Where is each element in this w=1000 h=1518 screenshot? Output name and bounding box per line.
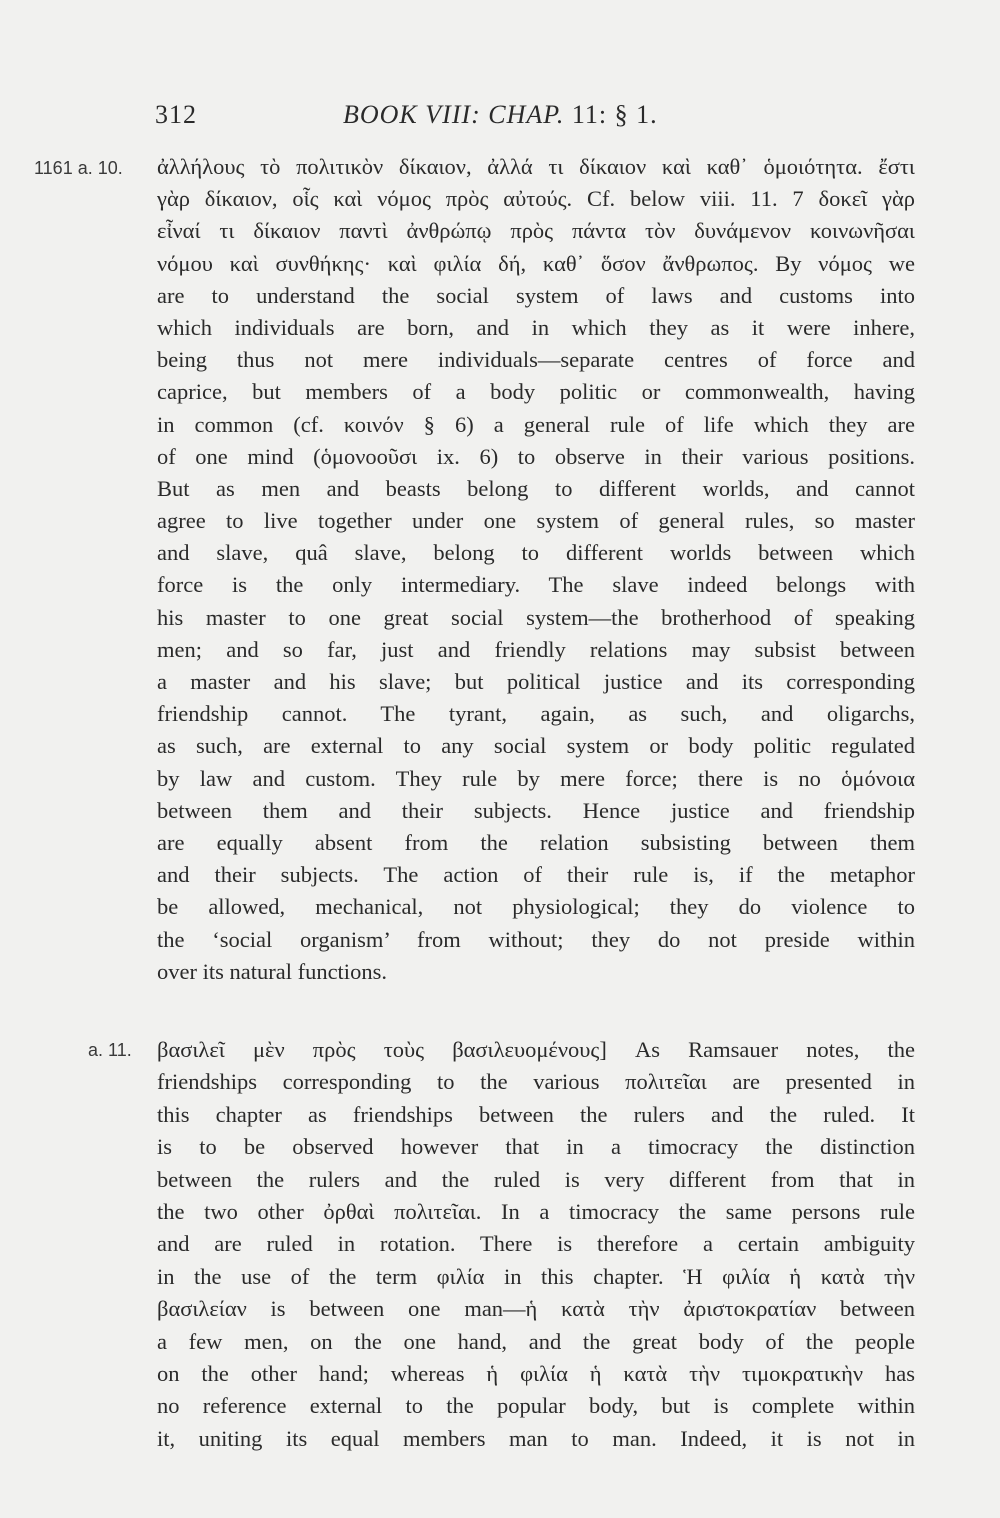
running-head-title: BOOK VIII: CHAP. xyxy=(343,100,565,129)
text-line: on the other hand; whereas ἡ φιλία ἡ κατὰ τὴν τιμοκρατικὴν has xyxy=(157,1360,915,1386)
text-line: it, uniting its equal members man to man. Indeed, it is not in xyxy=(157,1425,915,1451)
text-line: friendship cannot. The tyrant, again, as such, and oligarchs, xyxy=(157,701,915,727)
text-line: βασιλεῖ μὲν πρὸς τοὺς βασιλευομένους] As Ramsauer notes, the xyxy=(157,1037,915,1062)
text-line: men; and so far, just and friendly relations may subsist between xyxy=(157,636,915,662)
text-line: being thus not mere individuals—separate centres of force and xyxy=(157,347,915,373)
text-line: are to understand the social system of laws and customs into xyxy=(157,282,915,308)
text-line: νόμου καὶ συνθήκης· καὶ φιλία δή, καθ᾽ ὅσον ἄνθρωπος. By νόμος we xyxy=(157,250,915,276)
commentary-note xyxy=(157,151,915,988)
text-line: γὰρ δίκαιον, οἷς καὶ νόμος πρὸς αὐτούς. Cf. below viii. 11. 7 δοκεῖ γὰρ xyxy=(157,186,915,212)
running-head xyxy=(343,100,658,130)
text-line: by law and custom. They rule by mere force; there is no ὁμόνοια xyxy=(157,765,915,791)
text-line: in common (cf. κοινόν § 6) a general rule of life which they are xyxy=(157,411,915,437)
text-line: the two other ὀρθαὶ πολιτεῖαι. In a timocracy the same persons rule xyxy=(157,1198,915,1224)
text-line: But as men and beasts belong to different worlds, and cannot xyxy=(157,475,915,501)
text-line: εἶναί τι δίκαιον παντὶ ἀνθρώπῳ πρὸς πάντα τὸν δυνάμενον κοινωνῆσαι xyxy=(157,218,915,244)
text-line: a master and his slave; but political justice and its corresponding xyxy=(157,669,915,694)
text-line: over its natural functions. xyxy=(157,958,387,984)
text-line: as such, are external to any social system or body politic regulated xyxy=(157,733,915,759)
text-line: and are ruled in rotation. There is therefore a certain ambiguity xyxy=(157,1231,915,1257)
text-line: his master to one great social system—the brotherhood of speaking xyxy=(157,604,915,630)
text-line: caprice, but members of a body politic or commonwealth, having xyxy=(157,379,915,405)
text-line: be allowed, mechanical, not physiological; they do violence to xyxy=(157,894,915,920)
page-number: 312 xyxy=(155,100,197,129)
text-line: are equally absent from the relation subsisting between them xyxy=(157,829,915,855)
text-line: between them and their subjects. Hence justice and friendship xyxy=(157,797,915,823)
text-line: ἀλλήλους τὸ πολιτικὸν δίκαιον, ἀλλά τι δίκαιον καὶ καθ᾽ ὁμοιότητα. ἔστι xyxy=(157,154,915,179)
text-line: between the rulers and the ruled is very different from that in xyxy=(157,1166,915,1192)
text-line: of one mind (ὁμονοοῦσι ix. 6) to observe in their various positions. xyxy=(157,443,915,469)
text-line: friendships corresponding to the various πολιτεῖαι are presented in xyxy=(157,1069,915,1095)
commentary-note xyxy=(157,1034,915,1455)
text-line: a few men, on the one hand, and the great body of the people xyxy=(157,1328,915,1354)
text-line: βασιλείαν is between one man—ἡ κατὰ τὴν ἀριστοκρατίαν between xyxy=(157,1296,915,1322)
running-head-section: 11: § 1. xyxy=(571,100,658,129)
text-line: which individuals are born, and in which they as it were inhere, xyxy=(157,314,915,340)
text-line: this chapter as friendships between the rulers and the ruled. It xyxy=(157,1101,915,1127)
text-line: in the use of the term φιλία in this chapter. Ἡ φιλία ἡ κατὰ τὴν xyxy=(157,1263,915,1289)
text-line: and slave, quâ slave, belong to different worlds between which xyxy=(157,540,915,566)
text-line: agree to live together under one system of general rules, so master xyxy=(157,508,915,534)
text-line: force is the only intermediary. The slave indeed belongs with xyxy=(157,572,915,598)
text-line: no reference external to the popular body, but is complete within xyxy=(157,1393,915,1419)
text-line: the ‘social organism’ from without; they do not preside within xyxy=(157,926,915,952)
page-header xyxy=(155,100,915,140)
text-line: is to be observed however that in a timocracy the distinction xyxy=(157,1134,915,1160)
marginal-reference: 1161 a. 10. xyxy=(34,158,123,178)
text-line: and their subjects. The action of their rule is, if the metaphor xyxy=(157,862,915,888)
marginal-reference: a. 11. xyxy=(88,1040,132,1060)
